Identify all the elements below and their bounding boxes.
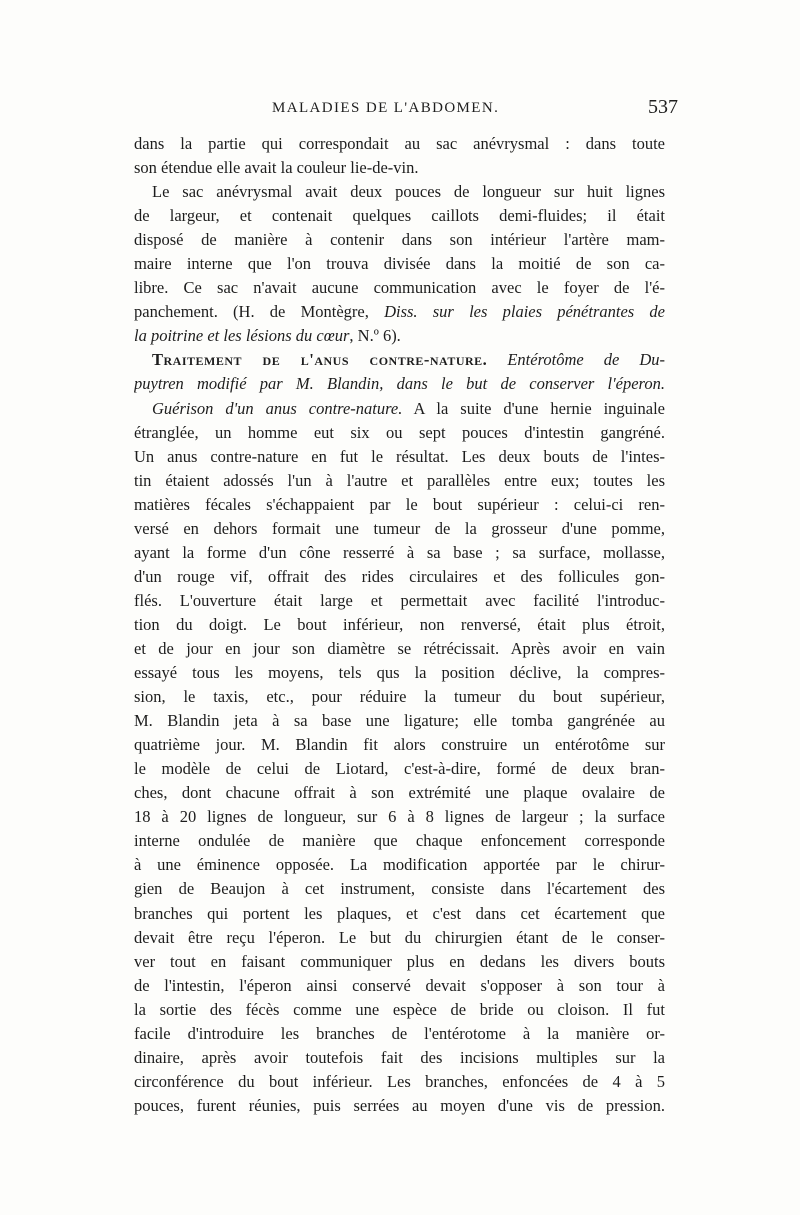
text-line [134,926,665,950]
italic-text: la poitrine et les lésions du cœur [134,326,350,346]
text-line [134,974,665,998]
text-line [134,132,665,156]
text-line [134,805,665,829]
text-run: essayé tous les moyens, tels qus la position déclive, la compres- [134,663,665,683]
text-line [134,180,665,204]
text-line [134,637,665,661]
text-run: la sortie des fécès comme une espèce de bride ou cloison. Il fut [134,999,665,1019]
text-line [134,902,665,926]
italic-text: Entérotôme de Du- [507,350,665,370]
text-run: étranglée, un homme eut six ou sept pouces d'intestin gangréné. [134,422,665,442]
text-run: 18 à 20 lignes de longueur, sur 6 à 8 lignes de largeur ; la surface [134,807,665,827]
italic-text: Guérison d'un anus contre-nature. [152,398,403,418]
text-run: quatrième jour. M. Blandin fit alors construire un entérotôme sur [134,735,665,755]
text-line [134,685,665,709]
text-line [134,156,665,180]
text-run: libre. Ce sac n'avait aucune communication avec le foyer de l'é- [134,278,665,298]
text-line [134,300,665,324]
text-run: disposé de manière à contenir dans son intérieur l'artère mam- [134,230,665,250]
italic-text: puytren modifié par M. Blandin, dans le but de conserver l'éperon. [134,374,665,394]
text-line [134,348,665,372]
text-line [134,469,665,493]
text-run: ayant la forme d'un cône resserré à sa base ; sa surface, mollasse, [134,542,665,562]
running-head: MALADIES DE L'ABDOMEN. [272,100,500,116]
text-run: de l'intestin, l'éperon ainsi conservé devait s'opposer à son tour à [134,975,665,995]
text-line [134,1070,665,1094]
text-run: circonférence du bout inférieur. Les branches, enfoncées de 4 à 5 [134,1071,665,1091]
text-run: maire interne que l'on trouva divisée dans la moitié de son ca- [134,254,665,274]
text-run: interne ondulée de manière que chaque enfoncement corresponde [134,831,665,851]
text-run: facile d'introduire les branches de l'entérotome à la manière or- [134,1023,665,1043]
text-run: sion, le taxis, etc., pour réduire la tumeur du bout supérieur, [134,687,665,707]
text-run: d'un rouge vif, offrait des rides circulaires et des follicules gon- [134,566,665,586]
text-line [134,324,665,348]
text-run [487,350,507,369]
text-line [134,1022,665,1046]
text-run: dans la partie qui correspondait au sac anévrysmal : dans toute [134,134,665,153]
page-number: 537 [648,96,678,118]
text-line [134,877,665,901]
text-run: tin étaient adossés l'un à l'autre et parallèles entre eux; toutes les [134,470,665,490]
text-run: gien de Beaujon à cet instrument, consiste dans l'écartement des [134,879,665,899]
text-run: dinaire, après avoir toutefois fait des incisions multiples sur la [134,1047,665,1067]
text-line [134,517,665,541]
italic-text: Diss. sur les plaies pénétrantes de [384,302,665,322]
text-line [134,661,665,685]
text-line [134,998,665,1022]
text-run: le modèle de celui de Liotard, c'est-à-dire, formé de deux bran- [134,759,665,779]
text-line [134,613,665,637]
text-line [134,709,665,733]
text-run: versé en dehors formait une tumeur de la grosseur d'une pomme, [134,518,665,538]
text-run: pouces, furent réunies, puis serrées au moyen d'une vis de pression. [134,1095,665,1115]
text-line [134,204,665,228]
text-line [134,1094,665,1118]
text-line [134,228,665,252]
text-run: de largeur, et contenait quelques caillots demi-fluides; il était [134,206,665,226]
body-text [134,132,665,1118]
text-run: son étendue elle avait la couleur lie-de-vin. [134,158,419,178]
text-line [134,853,665,877]
text-line [134,1046,665,1070]
text-line [134,950,665,974]
text-line [134,445,665,469]
text-run: devait être reçu l'éperon. Le but du chirurgien étant de le conser- [134,927,665,947]
text-line [134,733,665,757]
text-run: Un anus contre-nature en fut le résultat. Les deux bouts de l'intes- [134,446,665,466]
text-line [134,421,665,445]
text-line [134,276,665,300]
text-line [134,565,665,589]
text-run: à une éminence opposée. La modification apportée par le chirur- [134,855,665,875]
text-run: matières fécales s'échappaient par le bout supérieur : celui-ci ren- [134,494,665,514]
text-run: A la suite d'une hernie inguinale [402,398,665,418]
text-run: branches qui portent les plaques, et c'est dans cet écartement que [134,903,665,923]
text-line [134,757,665,781]
text-run: tion du doigt. Le bout inférieur, non renversé, était plus étroit, [134,614,665,634]
section-heading: Traitement de l'anus contre-nature. [152,350,488,370]
text-line [134,252,665,276]
text-line [134,372,665,396]
text-run: ver tout en faisant communiquer plus en dedans les divers bouts [134,951,665,971]
text-line [134,829,665,853]
text-run: Le sac anévrysmal avait deux pouces de longueur sur huit lignes [152,182,665,202]
text-run: ches, dont chacune offrait à son extrémité une plaque ovalaire de [134,783,665,803]
text-run: panchement. (H. de Montègre, [134,302,385,322]
page-header [134,96,678,126]
text-line [134,781,665,805]
text-line [134,589,665,613]
text-run: et de jour en jour son diamètre se rétrécissait. Après avoir en vain [134,638,665,658]
text-run: , N.º 6). [349,326,401,346]
text-line [134,493,665,517]
text-run: M. Blandin jeta à sa base une ligature; elle tomba gangrénée au [134,711,665,731]
text-line [134,397,665,421]
text-run: flés. L'ouverture était large et permettait avec facilité l'introduc- [134,590,665,610]
text-line [134,541,665,565]
